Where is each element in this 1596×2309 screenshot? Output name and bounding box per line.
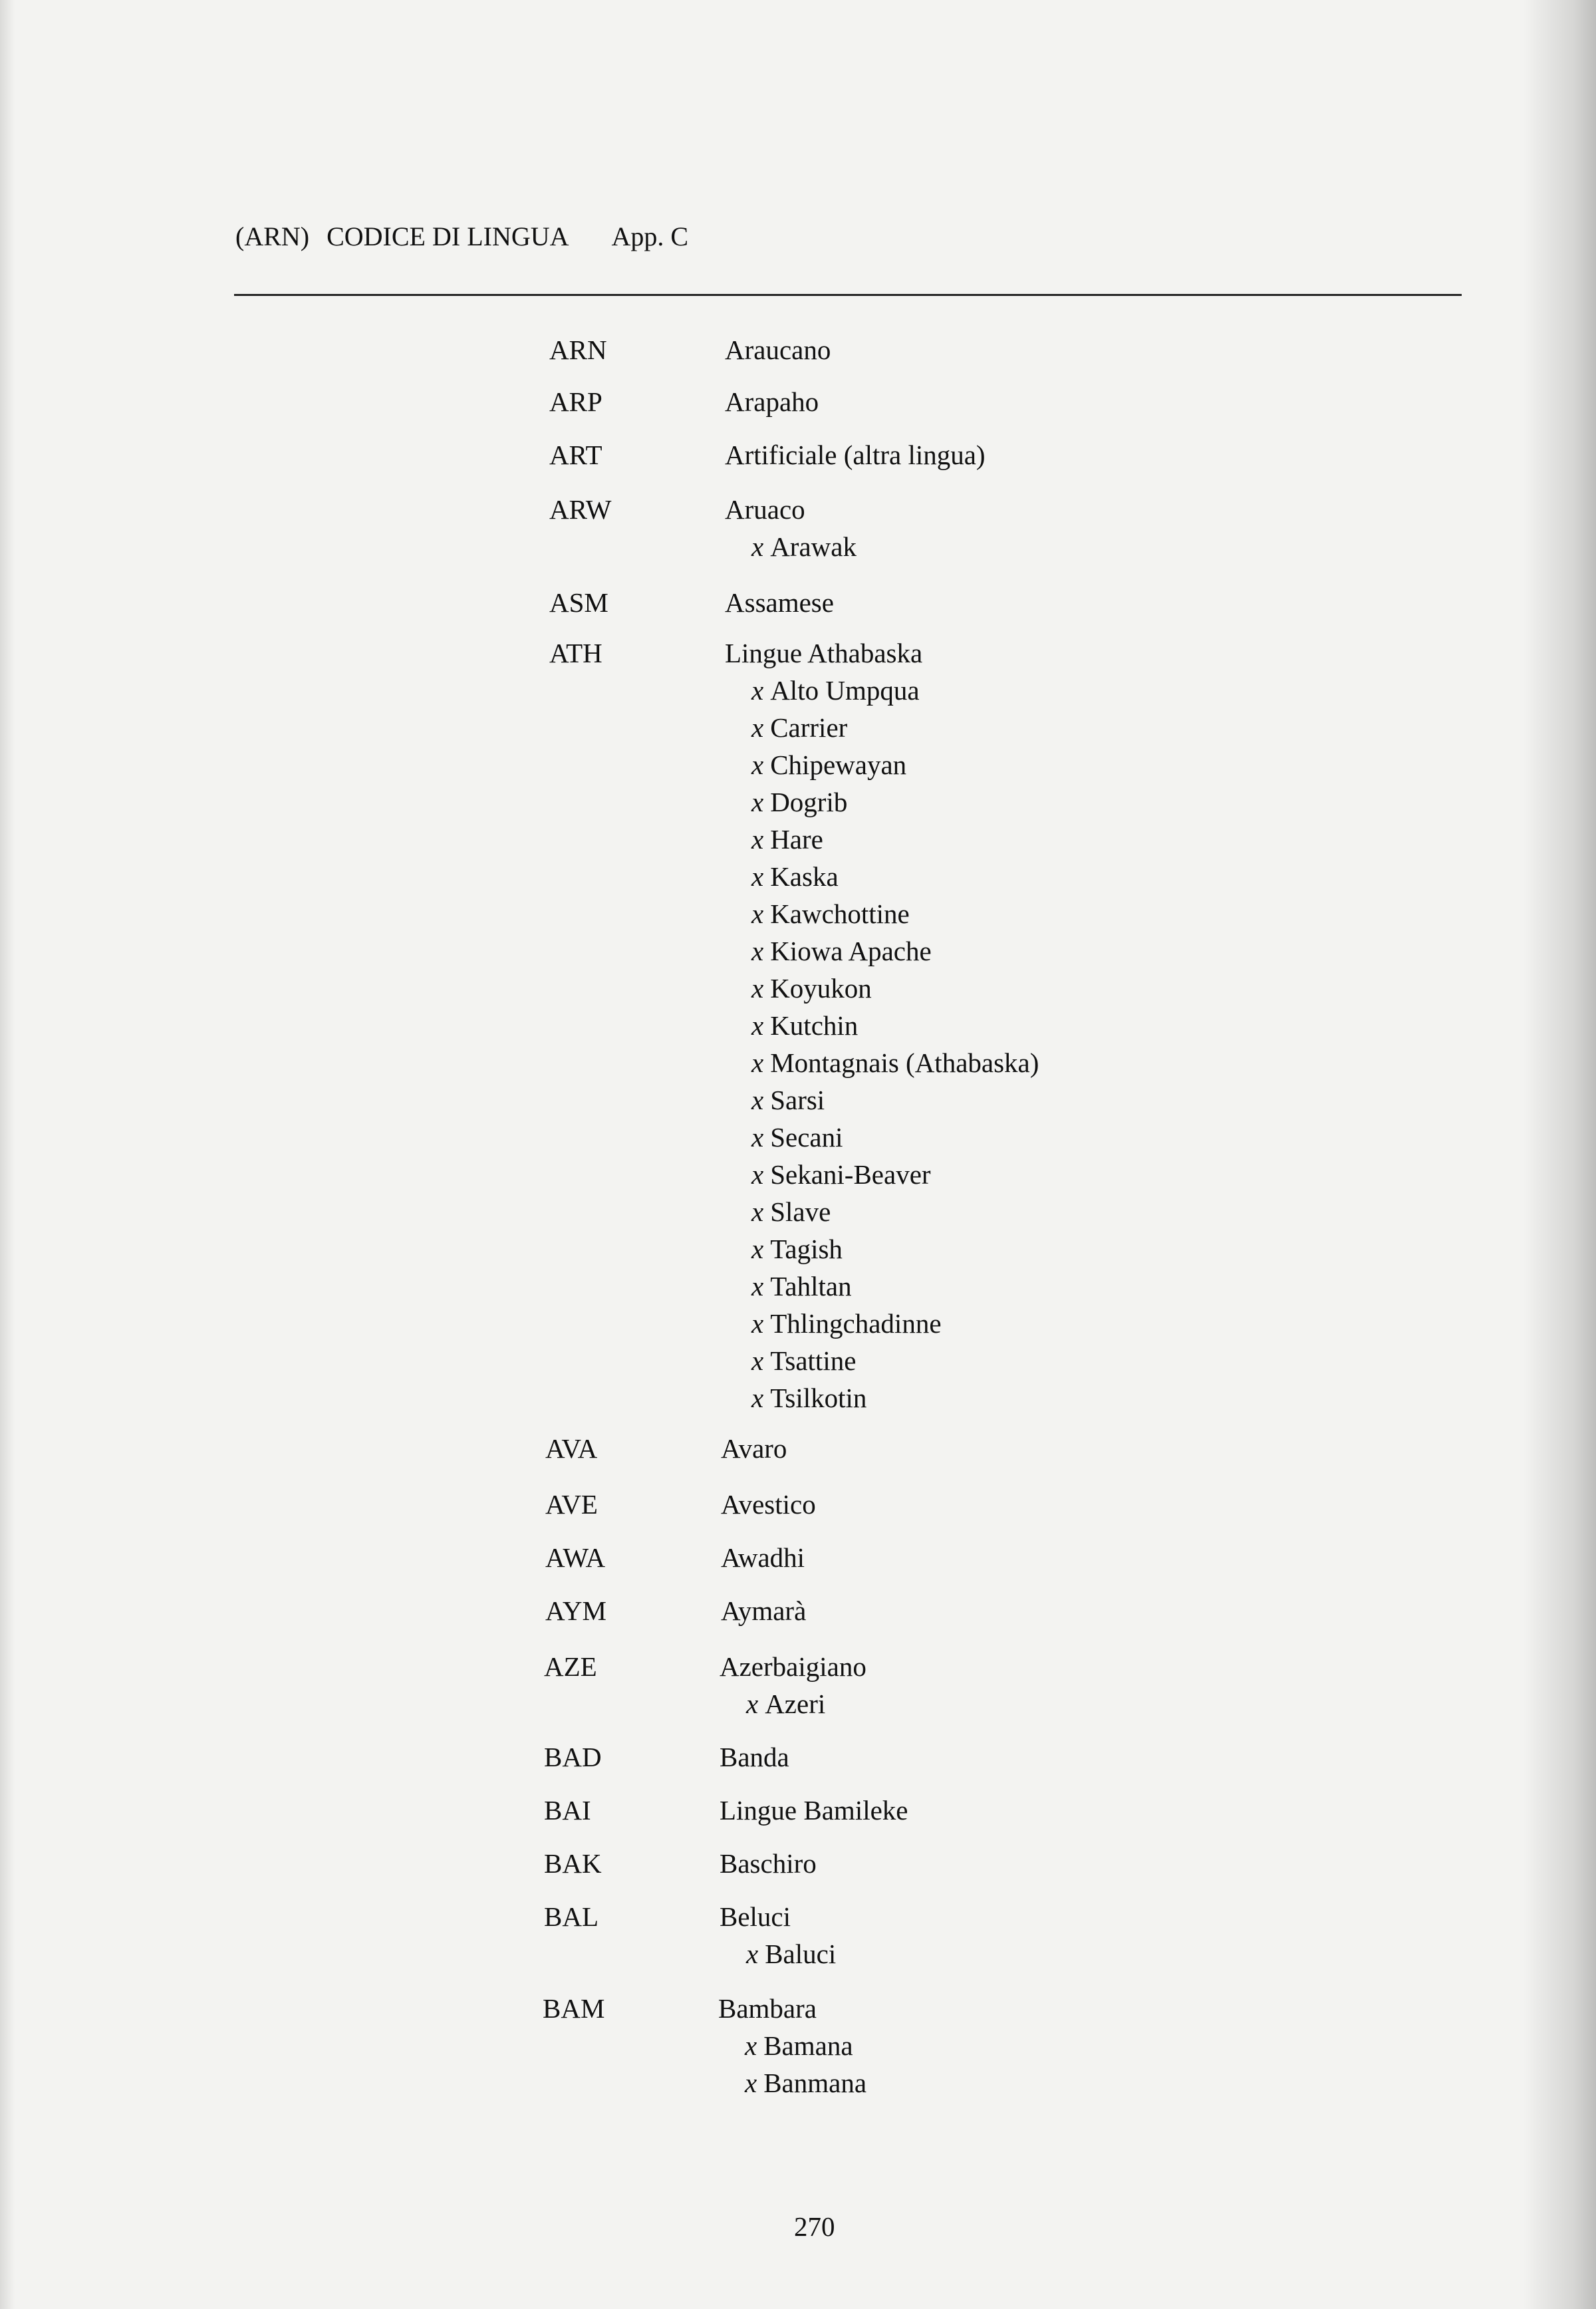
xref-name: Koyukon — [770, 973, 872, 1004]
cross-reference — [751, 1044, 1039, 1081]
xref-marker: x — [751, 675, 764, 706]
language-name: Lingue Bamileke — [720, 1795, 908, 1826]
cross-reference — [751, 1081, 825, 1119]
language-name: Avaro — [721, 1433, 787, 1464]
xref-name: Secani — [770, 1122, 843, 1153]
xref-marker: x — [751, 898, 764, 929]
xref-name: Banmana — [763, 2068, 867, 2098]
xref-marker: x — [751, 1159, 764, 1190]
cross-reference — [751, 1007, 858, 1044]
cross-reference — [751, 1268, 852, 1305]
xref-marker: x — [751, 787, 764, 817]
language-code: ATH — [549, 638, 602, 668]
cross-reference — [751, 1156, 931, 1193]
cross-reference — [751, 709, 847, 746]
xref-name: Dogrib — [770, 787, 848, 817]
language-name: Assamese — [725, 587, 834, 618]
page-number: 270 — [794, 2211, 835, 2242]
xref-name: Bamana — [763, 2030, 853, 2061]
cross-reference — [751, 858, 839, 895]
language-code: ARN — [549, 335, 607, 365]
xref-name: Alto Umpqua — [770, 675, 920, 706]
language-code: AWA — [545, 1542, 606, 1573]
xref-marker: x — [751, 1383, 764, 1413]
running-header — [235, 221, 688, 252]
header-rule — [234, 294, 1462, 296]
xref-name: Chipewayan — [770, 749, 907, 780]
language-name: Baschiro — [720, 1848, 817, 1879]
language-name: Banda — [720, 1742, 789, 1772]
xref-marker: x — [751, 1308, 764, 1339]
language-name: Lingue Athabaska — [725, 638, 923, 668]
xref-marker: x — [751, 531, 764, 562]
xref-name: Kiowa Apache — [770, 936, 932, 966]
language-code: BAD — [544, 1742, 602, 1772]
language-name: Bambara — [718, 1993, 817, 2024]
cross-reference — [751, 895, 910, 932]
xref-marker: x — [751, 1345, 764, 1376]
xref-name: Sarsi — [770, 1085, 825, 1115]
cross-reference — [751, 1342, 856, 1379]
page-gutter-shadow — [1523, 0, 1596, 2309]
xref-name: Kutchin — [770, 1010, 859, 1041]
language-code: BAL — [544, 1901, 598, 1932]
xref-name: Sekani-Beaver — [770, 1159, 931, 1190]
page-left-edge — [0, 0, 15, 2309]
xref-name: Slave — [770, 1196, 831, 1227]
xref-marker: x — [751, 861, 764, 892]
header-appendix: App. C — [611, 221, 689, 251]
language-name: Azerbaigiano — [720, 1651, 866, 1682]
language-code: BAK — [544, 1848, 602, 1879]
xref-marker: x — [751, 1085, 764, 1115]
xref-name: Azeri — [765, 1689, 826, 1719]
language-code: BAM — [543, 1993, 605, 2024]
cross-reference — [751, 746, 906, 783]
cross-reference — [751, 528, 857, 565]
cross-reference — [745, 2064, 866, 2102]
xref-marker: x — [751, 1234, 764, 1264]
xref-marker: x — [746, 1939, 759, 1969]
xref-marker: x — [746, 1689, 759, 1719]
xref-name: Arawak — [770, 531, 857, 562]
cross-reference — [751, 672, 920, 709]
xref-name: Tahltan — [770, 1271, 852, 1301]
language-code: AYM — [545, 1595, 606, 1626]
cross-reference — [751, 1305, 942, 1342]
header-title: CODICE DI LINGUA — [327, 221, 569, 251]
xref-name: Carrier — [770, 712, 848, 743]
language-code: AVE — [545, 1489, 598, 1520]
cross-reference — [745, 2027, 853, 2064]
cross-reference — [751, 821, 823, 858]
xref-marker: x — [751, 1271, 764, 1301]
xref-marker: x — [751, 1196, 764, 1227]
xref-name: Thlingchadinne — [770, 1308, 942, 1339]
cross-reference — [751, 1119, 843, 1156]
xref-name: Tagish — [770, 1234, 843, 1264]
xref-marker: x — [751, 1122, 764, 1153]
language-code: ARW — [549, 494, 612, 525]
xref-name: Kaska — [770, 861, 839, 892]
xref-name: Kawchottine — [770, 898, 910, 929]
xref-marker: x — [751, 824, 764, 855]
xref-marker: x — [751, 712, 764, 743]
language-code: ASM — [549, 587, 608, 618]
cross-reference — [746, 1935, 836, 1972]
xref-marker: x — [751, 936, 764, 966]
cross-reference — [751, 932, 932, 970]
language-name: Araucano — [725, 335, 831, 365]
xref-marker: x — [745, 2030, 757, 2061]
xref-marker: x — [751, 973, 764, 1004]
cross-reference — [751, 783, 847, 821]
xref-name: Tsilkotin — [770, 1383, 867, 1413]
language-name: Artificiale (altra lingua) — [725, 440, 986, 470]
language-name: Avestico — [721, 1489, 816, 1520]
cross-reference — [751, 1379, 866, 1417]
cross-reference — [751, 1230, 843, 1268]
language-code: ARP — [549, 386, 602, 417]
language-name: Aruaco — [725, 494, 805, 525]
language-name: Awadhi — [721, 1542, 805, 1573]
xref-name: Montagnais (Athabaska) — [770, 1047, 1039, 1078]
xref-marker: x — [751, 749, 764, 780]
xref-name: Baluci — [765, 1939, 837, 1969]
language-code: AVA — [545, 1433, 598, 1464]
xref-name: Hare — [770, 824, 823, 855]
cross-reference — [751, 1193, 831, 1230]
language-code: BAI — [544, 1795, 591, 1826]
xref-name: Tsattine — [770, 1345, 857, 1376]
language-name: Aymarà — [721, 1595, 807, 1626]
language-name: Beluci — [720, 1901, 791, 1932]
cross-reference — [746, 1685, 825, 1722]
cross-reference — [751, 970, 872, 1007]
xref-marker: x — [745, 2068, 757, 2098]
xref-marker: x — [751, 1010, 764, 1041]
language-code: AZE — [544, 1651, 597, 1682]
language-name: Arapaho — [725, 386, 819, 417]
language-code: ART — [549, 440, 602, 470]
xref-marker: x — [751, 1047, 764, 1078]
header-code: (ARN) — [235, 221, 310, 251]
